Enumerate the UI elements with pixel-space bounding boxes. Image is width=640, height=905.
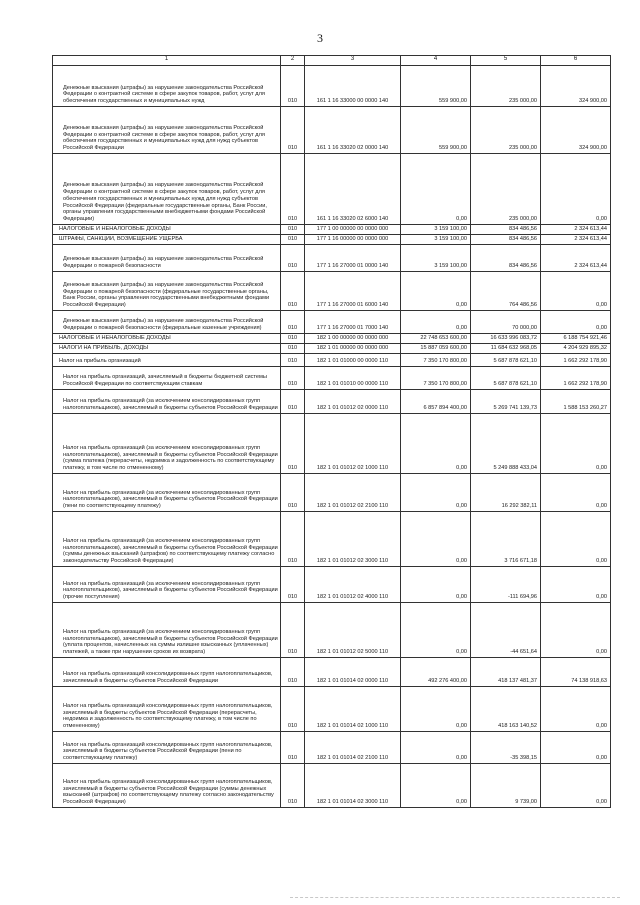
row-name: Налог на прибыль организаций (за исключением консолидированных групп налогоплательщиков), зачисляемый в бюджеты субъектов Российской Федерации (прочие поступления) bbox=[53, 567, 281, 603]
table-row bbox=[53, 512, 611, 567]
row-name: Денежные взыскания (штрафы) за нарушение законодательства Российской Федерации о пожарной безопасности (федеральные государственные органы, Банк России, органы управления государственными внебюджетными фондами Российской Федерации) bbox=[53, 272, 281, 311]
approved-amount: 3 159 100,00 bbox=[401, 225, 471, 235]
budget-code: 182 1 01 01010 00 0000 110 bbox=[305, 367, 401, 390]
budget-code: 182 1 01 01014 02 0000 110 bbox=[305, 658, 401, 687]
executed-amount: 70 000,00 bbox=[471, 311, 541, 334]
line-code: 010 bbox=[281, 245, 305, 272]
approved-amount: 0,00 bbox=[401, 567, 471, 603]
executed-amount: 235 000,00 bbox=[471, 66, 541, 107]
budget-code: 177 1 16 27000 01 7000 140 bbox=[305, 311, 401, 334]
line-code: 010 bbox=[281, 334, 305, 344]
line-code: 010 bbox=[281, 367, 305, 390]
budget-code: 177 1 00 00000 00 0000 000 bbox=[305, 225, 401, 235]
approved-amount: 559 900,00 bbox=[401, 66, 471, 107]
executed-amount: 418 163 140,52 bbox=[471, 687, 541, 732]
scan-artifact bbox=[290, 897, 620, 901]
budget-code: 161 1 16 33020 02 6000 140 bbox=[305, 154, 401, 225]
table-row bbox=[53, 245, 611, 272]
column-header: 4 bbox=[401, 56, 471, 66]
executed-amount: 9 739,00 bbox=[471, 764, 541, 808]
row-name: НАЛОГОВЫЕ И НЕНАЛОГОВЫЕ ДОХОДЫ bbox=[53, 334, 281, 344]
unexecuted-amount: 6 188 754 921,46 bbox=[541, 334, 611, 344]
approved-amount: 22 748 653 600,00 bbox=[401, 334, 471, 344]
approved-amount: 0,00 bbox=[401, 272, 471, 311]
page-number: 3 bbox=[317, 31, 323, 45]
budget-code: 177 1 16 00000 00 0000 000 bbox=[305, 235, 401, 245]
approved-amount: 15 887 059 600,00 bbox=[401, 344, 471, 354]
row-name: НАЛОГОВЫЕ И НЕНАЛОГОВЫЕ ДОХОДЫ bbox=[53, 225, 281, 235]
row-name: Денежные взыскания (штрафы) за нарушение законодательства Российской Федерации о контрактной системе в сфере закупок товаров, работ, услуг для обеспечения государственных и муниципальных нужд для нужд субъектов Российской Федерации (федеральные государственные органы, Банк России, органы управления государственными внебюджетными фондами Российской Федерации) bbox=[53, 154, 281, 225]
executed-amount: 235 000,00 bbox=[471, 107, 541, 154]
row-name: Налог на прибыль организаций (за исключением консолидированных групп налогоплательщиков), зачисляемый в бюджеты субъектов Российской Федерации (сумма платежа (перерасчеты, недоимка и задолженность по соответствующему платежу, в том числе по отмененному) bbox=[53, 414, 281, 474]
row-name: НАЛОГИ НА ПРИБЫЛЬ, ДОХОДЫ bbox=[53, 344, 281, 354]
line-code: 010 bbox=[281, 344, 305, 354]
table-row bbox=[53, 311, 611, 334]
approved-amount: 0,00 bbox=[401, 687, 471, 732]
table-row bbox=[53, 344, 611, 354]
unexecuted-amount: 324 900,00 bbox=[541, 66, 611, 107]
table-body bbox=[53, 56, 611, 808]
executed-amount: 16 292 382,11 bbox=[471, 474, 541, 512]
table-header-row bbox=[53, 56, 611, 66]
unexecuted-amount: 2 324 613,44 bbox=[541, 245, 611, 272]
unexecuted-amount: 0,00 bbox=[541, 512, 611, 567]
unexecuted-amount: 0,00 bbox=[541, 603, 611, 658]
line-code: 010 bbox=[281, 567, 305, 603]
approved-amount: 492 276 400,00 bbox=[401, 658, 471, 687]
approved-amount: 6 857 894 400,00 bbox=[401, 390, 471, 414]
line-code: 010 bbox=[281, 474, 305, 512]
approved-amount: 7 350 170 800,00 bbox=[401, 354, 471, 367]
executed-amount: -111 694,96 bbox=[471, 567, 541, 603]
budget-code: 182 1 01 01012 02 5000 110 bbox=[305, 603, 401, 658]
line-code: 010 bbox=[281, 311, 305, 334]
line-code: 010 bbox=[281, 658, 305, 687]
approved-amount: 0,00 bbox=[401, 603, 471, 658]
budget-code: 177 1 16 27000 01 0000 140 bbox=[305, 245, 401, 272]
executed-amount: -44 651,64 bbox=[471, 603, 541, 658]
row-name: Налог на прибыль организаций консолидированных групп налогоплательщиков, зачисляемый в бюджеты субъектов Российской Федерации (пени по соответствующему платежу) bbox=[53, 732, 281, 764]
executed-amount: 5 269 741 139,73 bbox=[471, 390, 541, 414]
approved-amount: 0,00 bbox=[401, 474, 471, 512]
row-name: Денежные взыскания (штрафы) за нарушение законодательства Российской Федерации о пожарной безопасности bbox=[53, 245, 281, 272]
budget-code: 161 1 16 33000 00 0000 140 bbox=[305, 66, 401, 107]
approved-amount: 0,00 bbox=[401, 414, 471, 474]
unexecuted-amount: 324 900,00 bbox=[541, 107, 611, 154]
budget-code: 182 1 01 01012 02 2100 110 bbox=[305, 474, 401, 512]
approved-amount: 0,00 bbox=[401, 732, 471, 764]
table-row bbox=[53, 474, 611, 512]
budget-code: 182 1 01 01014 02 3000 110 bbox=[305, 764, 401, 808]
revenue-table bbox=[52, 55, 611, 808]
approved-amount: 0,00 bbox=[401, 311, 471, 334]
row-name: Налог на прибыль организаций (за исключением консолидированных групп налогоплательщиков), зачисляемый в бюджеты субъектов Российской Федерации bbox=[53, 390, 281, 414]
table-row bbox=[53, 367, 611, 390]
row-name: Налог на прибыль организаций консолидированных групп налогоплательщиков, зачисляемый в бюджеты субъектов Российской Федерации (суммы денежных взысканий (штрафов) по соответствующему платежу согласно законодательству Российской Федерации) bbox=[53, 764, 281, 808]
budget-code: 182 1 01 01012 02 4000 110 bbox=[305, 567, 401, 603]
unexecuted-amount: 0,00 bbox=[541, 732, 611, 764]
row-name: Налог на прибыль организаций (за исключением консолидированных групп налогоплательщиков), зачисляемый в бюджеты субъектов Российской Федерации (суммы денежных взысканий (штрафов) по соответствующему платежу согласно законодательству Российской Федерации) bbox=[53, 512, 281, 567]
executed-amount: 5 249 888 433,04 bbox=[471, 414, 541, 474]
executed-amount: -35 398,15 bbox=[471, 732, 541, 764]
executed-amount: 11 684 632 968,05 bbox=[471, 344, 541, 354]
unexecuted-amount: 0,00 bbox=[541, 687, 611, 732]
column-header: 3 bbox=[305, 56, 401, 66]
row-name: Налог на прибыль организаций (за исключением консолидированных групп налогоплательщиков), зачисляемый в бюджеты субъектов Российской Федерации (пени по соответствующему платежу) bbox=[53, 474, 281, 512]
budget-code: 177 1 16 27000 01 6000 140 bbox=[305, 272, 401, 311]
column-header: 5 bbox=[471, 56, 541, 66]
executed-amount: 3 716 671,18 bbox=[471, 512, 541, 567]
table-row bbox=[53, 272, 611, 311]
row-name: Налог на прибыль организаций bbox=[53, 354, 281, 367]
unexecuted-amount: 1 662 292 178,90 bbox=[541, 354, 611, 367]
table-row bbox=[53, 764, 611, 808]
budget-code: 182 1 01 01014 02 2100 110 bbox=[305, 732, 401, 764]
approved-amount: 559 900,00 bbox=[401, 107, 471, 154]
unexecuted-amount: 0,00 bbox=[541, 567, 611, 603]
row-name: ШТРАФЫ, САНКЦИИ, ВОЗМЕЩЕНИЕ УЩЕРБА bbox=[53, 235, 281, 245]
executed-amount: 834 486,56 bbox=[471, 245, 541, 272]
unexecuted-amount: 4 204 929 895,32 bbox=[541, 344, 611, 354]
table-row bbox=[53, 235, 611, 245]
line-code: 010 bbox=[281, 66, 305, 107]
row-name: Денежные взыскания (штрафы) за нарушение законодательства Российской Федерации о контрактной системе в сфере закупок товаров, работ, услуг для обеспечения государственных и муниципальных нужд для нужд субъектов Российской Федерации bbox=[53, 107, 281, 154]
column-header: 6 bbox=[541, 56, 611, 66]
line-code: 010 bbox=[281, 732, 305, 764]
table-row bbox=[53, 334, 611, 344]
budget-code: 182 1 00 00000 00 0000 000 bbox=[305, 334, 401, 344]
line-code: 010 bbox=[281, 272, 305, 311]
column-header: 2 bbox=[281, 56, 305, 66]
budget-code: 182 1 01 01000 00 0000 110 bbox=[305, 354, 401, 367]
budget-code: 182 1 01 00000 00 0000 000 bbox=[305, 344, 401, 354]
row-name: Денежные взыскания (штрафы) за нарушение законодательства Российской Федерации о контрактной системе в сфере закупок товаров, работ, услуг для обеспечения государственных и муниципальных нужд bbox=[53, 66, 281, 107]
executed-amount: 16 633 996 083,72 bbox=[471, 334, 541, 344]
line-code: 010 bbox=[281, 107, 305, 154]
row-name: Налог на прибыль организаций консолидированных групп налогоплательщиков, зачисляемый в бюджеты субъектов Российской Федерации (перерасчеты, недоимка и задолженность по соответствующему платежу, в том числе по отмененному) bbox=[53, 687, 281, 732]
unexecuted-amount: 0,00 bbox=[541, 764, 611, 808]
unexecuted-amount: 0,00 bbox=[541, 474, 611, 512]
line-code: 010 bbox=[281, 225, 305, 235]
table-row bbox=[53, 414, 611, 474]
row-name: Налог на прибыль организаций (за исключением консолидированных групп налогоплательщиков), зачисляемый в бюджеты субъектов Российской Федерации (уплата процентов, начисленных на суммы излишне взысканных (уплаченных) платежей, а также при нарушении сроков их возврата) bbox=[53, 603, 281, 658]
executed-amount: 764 486,56 bbox=[471, 272, 541, 311]
budget-code: 182 1 01 01012 02 0000 110 bbox=[305, 390, 401, 414]
budget-code: 182 1 01 01012 02 1000 110 bbox=[305, 414, 401, 474]
table-row bbox=[53, 107, 611, 154]
unexecuted-amount: 0,00 bbox=[541, 154, 611, 225]
line-code: 010 bbox=[281, 354, 305, 367]
executed-amount: 5 687 878 621,10 bbox=[471, 354, 541, 367]
unexecuted-amount: 0,00 bbox=[541, 311, 611, 334]
row-name: Денежные взыскания (штрафы) за нарушение законодательства Российской Федерации о пожарной безопасности (федеральные казенные учреждения) bbox=[53, 311, 281, 334]
budget-code: 182 1 01 01012 02 3000 110 bbox=[305, 512, 401, 567]
table-row bbox=[53, 66, 611, 107]
line-code: 010 bbox=[281, 764, 305, 808]
column-header: 1 bbox=[53, 56, 281, 66]
unexecuted-amount: 2 324 613,44 bbox=[541, 225, 611, 235]
table-row bbox=[53, 390, 611, 414]
approved-amount: 0,00 bbox=[401, 154, 471, 225]
table-row bbox=[53, 603, 611, 658]
budget-code: 161 1 16 33020 02 0000 140 bbox=[305, 107, 401, 154]
line-code: 010 bbox=[281, 154, 305, 225]
line-code: 010 bbox=[281, 512, 305, 567]
executed-amount: 834 486,56 bbox=[471, 225, 541, 235]
approved-amount: 0,00 bbox=[401, 764, 471, 808]
table-row bbox=[53, 687, 611, 732]
unexecuted-amount: 0,00 bbox=[541, 414, 611, 474]
unexecuted-amount: 2 324 613,44 bbox=[541, 235, 611, 245]
line-code: 010 bbox=[281, 390, 305, 414]
unexecuted-amount: 1 588 153 260,27 bbox=[541, 390, 611, 414]
line-code: 010 bbox=[281, 603, 305, 658]
line-code: 010 bbox=[281, 414, 305, 474]
table-row bbox=[53, 658, 611, 687]
unexecuted-amount: 0,00 bbox=[541, 272, 611, 311]
table-row bbox=[53, 567, 611, 603]
table-row bbox=[53, 354, 611, 367]
unexecuted-amount: 1 662 292 178,90 bbox=[541, 367, 611, 390]
table-row bbox=[53, 154, 611, 225]
unexecuted-amount: 74 138 918,63 bbox=[541, 658, 611, 687]
table-row bbox=[53, 732, 611, 764]
row-name: Налог на прибыль организаций консолидированных групп налогоплательщиков, зачисляемый в бюджеты субъектов Российской Федерации bbox=[53, 658, 281, 687]
executed-amount: 418 137 481,37 bbox=[471, 658, 541, 687]
line-code: 010 bbox=[281, 235, 305, 245]
approved-amount: 3 159 100,00 bbox=[401, 245, 471, 272]
executed-amount: 5 687 878 621,10 bbox=[471, 367, 541, 390]
table-row bbox=[53, 225, 611, 235]
row-name: Налог на прибыль организаций, зачисляемый в бюджеты бюджетной системы Российской Федерации по соответствующим ставкам bbox=[53, 367, 281, 390]
approved-amount: 0,00 bbox=[401, 512, 471, 567]
line-code: 010 bbox=[281, 687, 305, 732]
budget-code: 182 1 01 01014 02 1000 110 bbox=[305, 687, 401, 732]
approved-amount: 7 350 170 800,00 bbox=[401, 367, 471, 390]
executed-amount: 235 000,00 bbox=[471, 154, 541, 225]
executed-amount: 834 486,56 bbox=[471, 235, 541, 245]
approved-amount: 3 159 100,00 bbox=[401, 235, 471, 245]
